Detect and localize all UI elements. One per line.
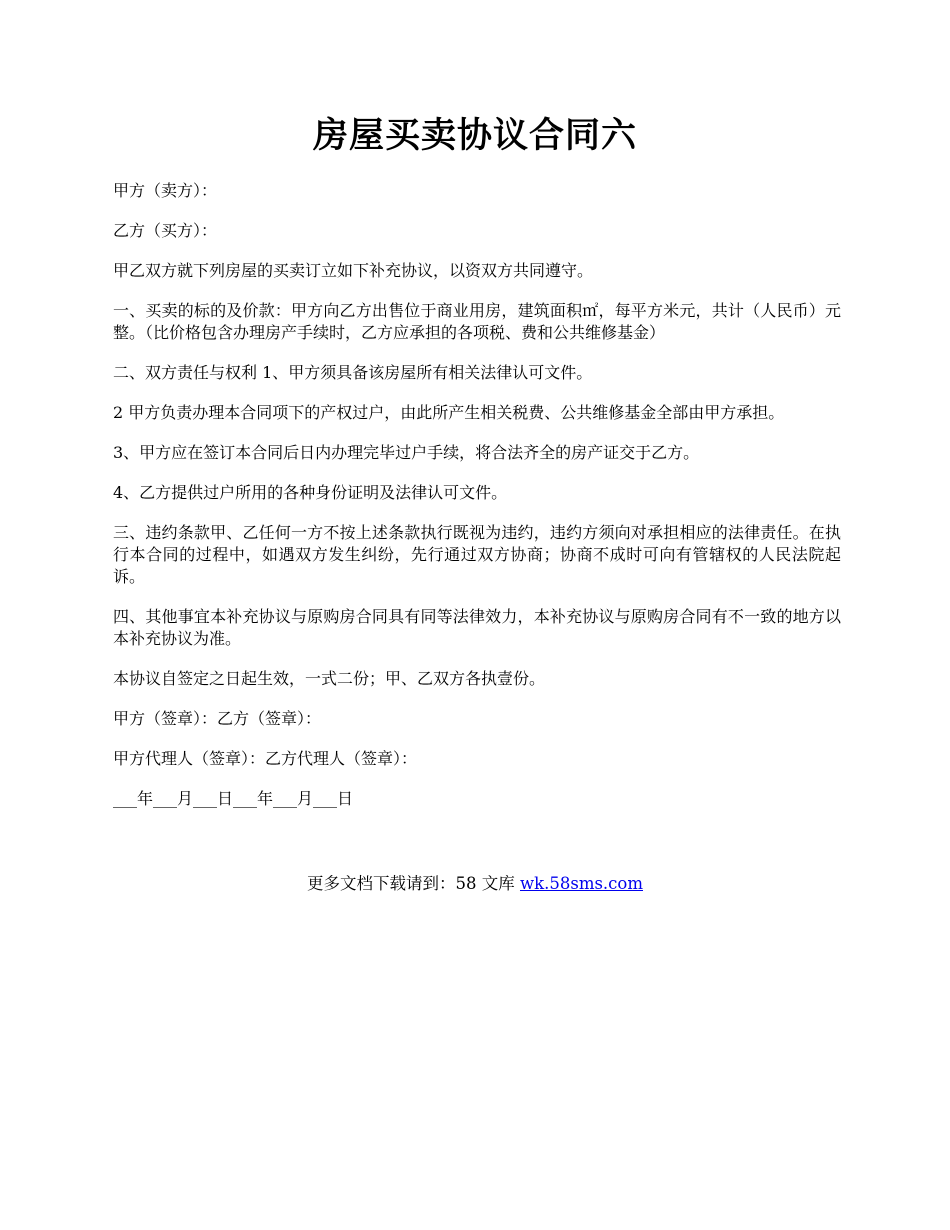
document-title: 房屋买卖协议合同六 bbox=[312, 115, 637, 156]
clause-2-item-4: 4、乙方提供过户所用的各种身份证明及法律认可文件。 bbox=[113, 483, 508, 502]
party-b-buyer-line: 乙方（买方）： bbox=[113, 221, 218, 240]
document-body bbox=[113, 180, 841, 828]
date-line: ___年___月___日___年___月___日 bbox=[113, 789, 354, 808]
signature-line: 甲方（签章）：乙方（签章）： bbox=[113, 709, 322, 728]
effective-date-paragraph: 本协议自签定之日起生效，一式二份；甲、乙双方各执壹份。 bbox=[113, 669, 546, 688]
clause-3-breach: 三、违约条款甲、乙任何一方不按上述条款执行既视为违约，违约方须向对承担相应的法律责任。在执行本合同的过程中，如遇双方发生纠纷，先行通过双方协商；协商不成时可向有管辖权的人民法院起诉。 bbox=[113, 523, 841, 586]
clause-4-other-matters: 四、其他事宜本补充协议与原购房合同具有同等法律效力，本补充协议与原购房合同有不一致的地方以本补充协议为准。 bbox=[113, 607, 841, 648]
download-footer bbox=[0, 873, 950, 895]
footer-link[interactable]: wk.58sms.com bbox=[519, 874, 643, 893]
clause-2-item-2: 2 甲方负责办理本合同项下的产权过户，由此所产生相关税费、公共维修基金全部由甲方承担。 bbox=[113, 403, 785, 422]
clause-2-item-3: 3、甲方应在签订本合同后日内办理完毕过户手续，将合法齐全的房产证交于乙方。 bbox=[113, 443, 700, 462]
party-a-seller-line: 甲方（卖方）： bbox=[113, 181, 218, 200]
preamble-paragraph: 甲乙双方就下列房屋的买卖订立如下补充协议，以资双方共同遵守。 bbox=[113, 261, 594, 280]
clause-2-responsibilities: 二、双方责任与权利 1、甲方须具备该房屋所有相关法律认可文件。 bbox=[113, 363, 593, 382]
clause-1-subject-and-price: 一、买卖的标的及价款：甲方向乙方出售位于商业用房，建筑面积㎡，每平方米元，共计（人民币）元整。（比价格包含办理房产手续时，乙方应承担的各项税、费和公共维修基金） bbox=[113, 301, 841, 342]
footer-prefix: 更多文档下载请到：58 文库 bbox=[306, 874, 520, 893]
agent-signature-line: 甲方代理人（签章）：乙方代理人（签章）： bbox=[113, 749, 418, 768]
